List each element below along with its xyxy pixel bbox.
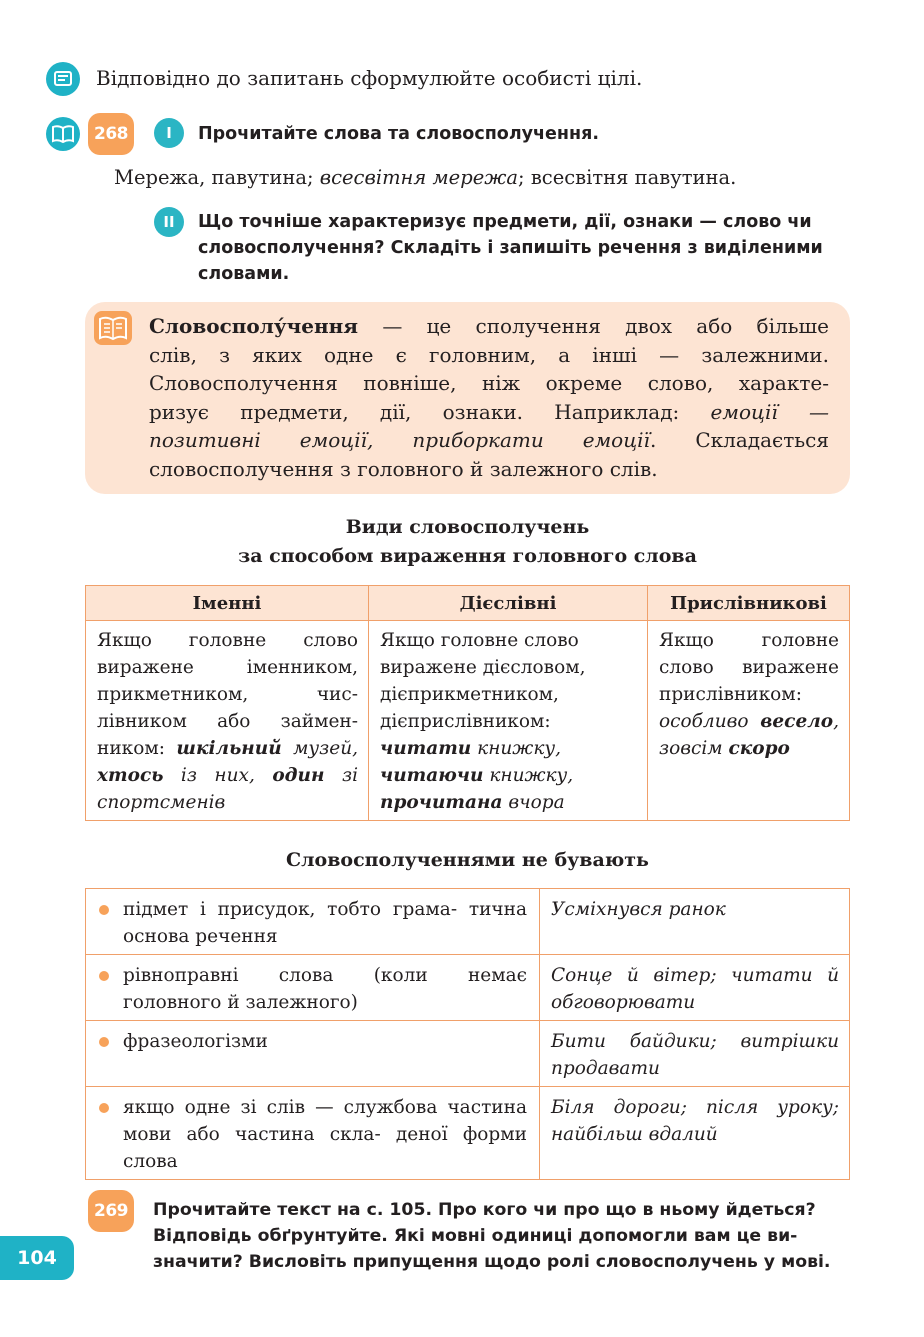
example-main-word: прочитана: [380, 792, 503, 813]
rule-book-icon: [94, 311, 132, 345]
non-phrase-text: якщо одне зі слів — службова частина мови або частина скла- деної форми слова: [123, 1097, 527, 1172]
words-plain: Мережа, павутина;: [114, 166, 320, 189]
rule-line-text: — це сполучення двох або більше: [358, 314, 829, 338]
example-main-word: читаючи: [380, 765, 484, 786]
cell-verbal: [369, 621, 648, 821]
example-rest: зі спортсменів: [97, 765, 358, 813]
non-phrase-text: підмет і присудок, тобто грама- тична основа речення: [123, 899, 527, 947]
bullet-icon: [99, 1103, 109, 1113]
rule-term: Словосполу́чення: [149, 314, 359, 338]
example-rest: музей,: [281, 738, 358, 759]
rule-example: позитивні емоції, приборкати емоції: [149, 428, 650, 452]
types-table-title: [85, 513, 850, 571]
title-line: Види словосполучень: [345, 516, 590, 538]
example-rest: ,: [833, 711, 839, 732]
book-reading-icon: [46, 117, 80, 151]
table-row: [86, 955, 850, 1021]
non-phrase-text: рівноправні слова (коли немає головного й залежного): [123, 965, 527, 1013]
goal-icon: [46, 62, 80, 96]
step-two-badge: II: [154, 207, 184, 237]
header-verbal: Дієслівні: [369, 586, 648, 621]
example-rest: вчора: [502, 792, 565, 813]
rule-definition: [149, 312, 829, 483]
bullet-icon: [99, 905, 109, 915]
cell-text: Якщо головне слово виражене прислівником:: [659, 630, 839, 705]
nots-table-title: Словосполученнями не бувають: [286, 849, 649, 871]
title-line: за способом вираження головного слова: [238, 545, 697, 567]
example-main-word: скоро: [728, 738, 790, 759]
table-row: [86, 1087, 850, 1180]
rule-line-text: . Складається: [649, 428, 829, 452]
non-phrase-example: Сонце й вітер; читати й обговорювати: [540, 955, 850, 1021]
non-phrases-table: [85, 888, 850, 1180]
non-phrase-type: [86, 1021, 540, 1087]
non-phrase-type: [86, 955, 540, 1021]
example-rest: книжку,: [483, 765, 574, 786]
words-line: [114, 166, 736, 189]
rule-line: [149, 398, 829, 427]
non-phrase-type: [86, 1087, 540, 1180]
header-nominal: Іменні: [86, 586, 369, 621]
example-rest: із них,: [163, 765, 273, 786]
table-row: [86, 1021, 850, 1087]
example-main-word: весело: [760, 711, 834, 732]
non-phrase-type: [86, 889, 540, 955]
rule-example: емоції —: [710, 399, 829, 424]
example-rest: особливо: [659, 711, 761, 732]
rule-line: [149, 426, 829, 455]
example-main-word: читати: [380, 738, 472, 759]
rule-line: Словосполучення повніше, ніж окреме слово, характе-: [149, 371, 829, 395]
step-one-text: Прочитайте слова та словосполучення.: [198, 124, 599, 144]
phrase-types-table: [85, 585, 850, 821]
step-two-line: Що точніше характеризує предмети, дії, ознаки — слово чи: [198, 212, 812, 232]
example-rest: книжку,: [471, 738, 561, 759]
bullet-icon: [99, 971, 109, 981]
step-one-badge: I: [154, 118, 184, 148]
cell-nominal: [86, 621, 369, 821]
task-line: значити? Висловіть припущення щодо ролі словосполучень у мові.: [153, 1252, 831, 1272]
task-line: Відповідь обґрунтуйте. Які мовні одиниці допомогли вам це ви-: [153, 1226, 798, 1246]
words-italic: всесвітня мережа: [319, 166, 519, 189]
intro-text: Відповідно до запитань сформулюйте особисті цілі.: [96, 66, 643, 90]
non-phrase-example: Усміхнувся ранок: [540, 889, 850, 955]
example-main-word: один: [272, 765, 325, 786]
bullet-icon: [99, 1037, 109, 1047]
step-two-text: [198, 209, 858, 287]
exercise-number-269: 269: [88, 1190, 134, 1232]
non-phrase-example: Біля дороги; після уроку; найбільш вдалий: [540, 1087, 850, 1180]
cell-adverbial: [648, 621, 850, 821]
non-phrase-example: Бити байдики; витрішки продавати: [540, 1021, 850, 1087]
task-line: Прочитайте текст на с. 105. Про кого чи про що в ньому йдеться?: [153, 1200, 816, 1220]
cell-text: Якщо головне слово виражене іменником, прикметником, чис- лівником або займен- ником:: [97, 630, 358, 759]
step-two-line: словосполучення? Складіть і запишіть речення з виділеними: [198, 238, 823, 258]
task-269-text: [153, 1197, 853, 1275]
rule-line: слів, з яких одне є головним, а інші — залежними.: [149, 342, 829, 367]
non-phrase-text: фразеологізми: [123, 1031, 268, 1052]
example-main-word: хтось: [97, 765, 164, 786]
page-number: 104: [0, 1236, 74, 1280]
header-adverbial: Прислівникові: [648, 586, 850, 621]
cell-text: Якщо головне слово виражене дієсловом, дієприкметником, дієприслівником:: [380, 630, 586, 732]
rule-box: [85, 302, 850, 494]
exercise-number-268: 268: [88, 113, 134, 155]
words-plain-end: ; всесвітня павутина.: [518, 166, 737, 189]
example-rest: зовсім: [659, 738, 729, 759]
example-main-word: шкільний: [176, 738, 282, 759]
rule-line: [149, 312, 829, 341]
table-row: [86, 889, 850, 955]
step-two-line: словами.: [198, 264, 290, 284]
rule-line: словосполучення з головного й залежного слів.: [149, 456, 658, 481]
rule-line-text: ризує предмети, дії, ознаки. Наприклад:: [149, 399, 711, 424]
